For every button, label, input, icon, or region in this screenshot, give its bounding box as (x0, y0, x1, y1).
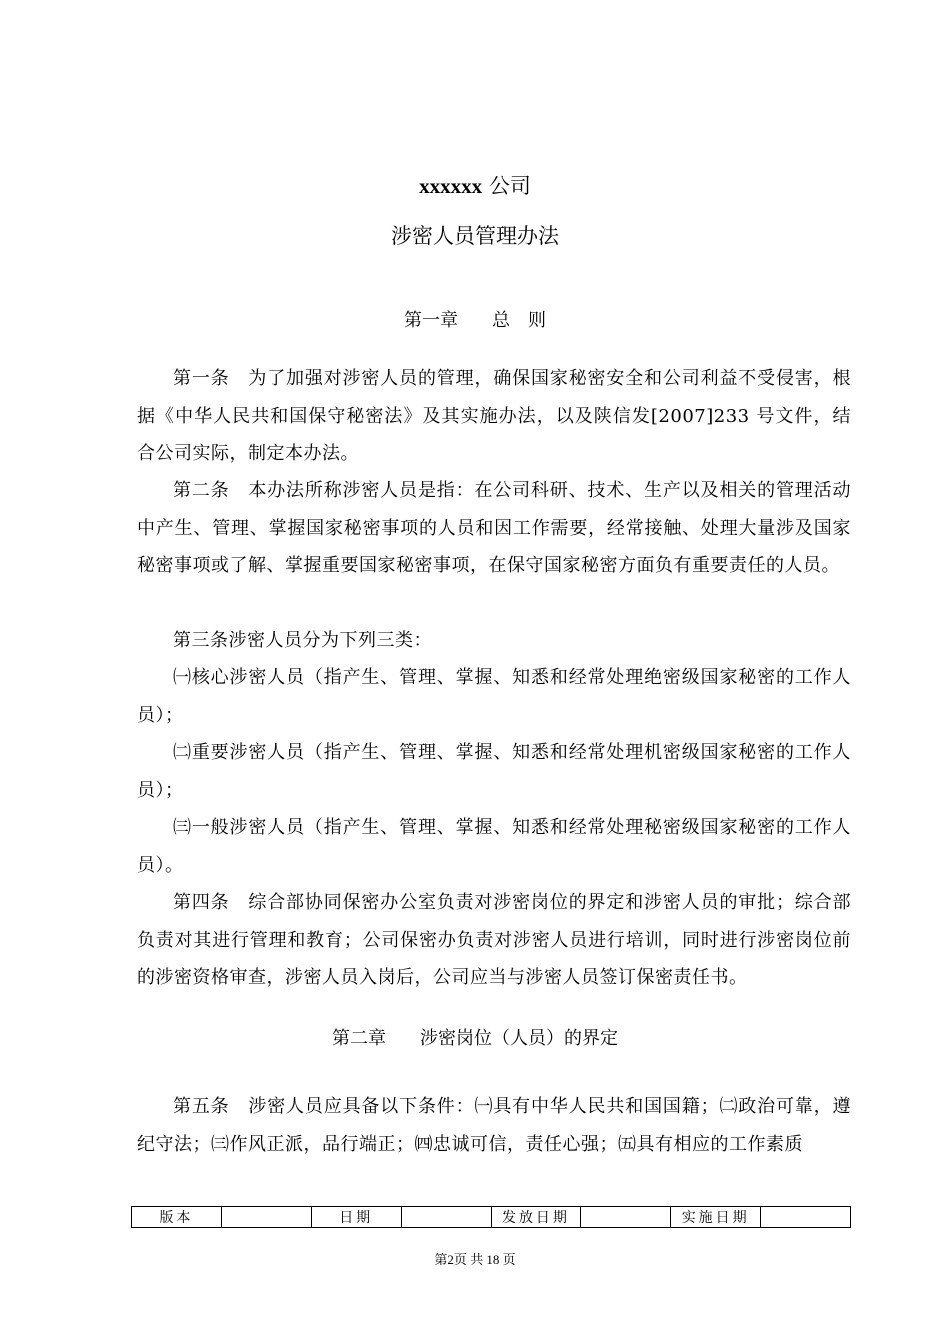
page-number: 第2页 共 18 页 (434, 1252, 516, 1267)
chapter-2-number: 第二章 (332, 1028, 386, 1049)
date-label: 日期 (311, 1207, 401, 1228)
company-title (0, 172, 950, 200)
date-value (401, 1207, 491, 1228)
article-1: 第一条 为了加强对涉密人员的管理，确保国家秘密安全和公司利益不受侵害，根据《中华人民共和国保守秘密法》及其实施办法，以及陕信发[2007]233 号文件，结合公司实际，制定本办法。 (137, 368, 851, 464)
article-2: 第二条 本办法所称涉密人员是指：在公司科研、技术、生产以及相关的管理活动中产生、管理、掌握国家秘密事项的人员和因工作需要，经常接触、处理大量涉及国家秘密事项或了解、掌握重要国家秘密事项，在保守国家秘密方面负有重要责任的人员。 (137, 480, 851, 576)
chapter-1-heading (0, 308, 950, 334)
article-3-item-1: ㈠核心涉密人员（指产生、管理、掌握、知悉和经常处理绝密级国家秘密的工作人员）； (137, 667, 851, 726)
document-title: 涉密人员管理办法 (391, 224, 559, 248)
chapter-1-number: 第一章 (404, 310, 458, 331)
chapter-1-name: 总 则 (492, 310, 546, 331)
article-5: 第五条 涉密人员应具备以下条件：㈠具有中华人民共和国国籍；㈡政治可靠，遵纪守法；㈢作风正派，品行端正；㈣忠诚可信，责任心强；㈤具有相应的工作素质 (137, 1096, 851, 1155)
company-suffix: 公司 (488, 174, 531, 198)
article-3: 第三条涉密人员分为下列三类： (173, 630, 432, 651)
version-label: 版本 (132, 1207, 222, 1228)
article-4: 第四条 综合部协同保密办公室负责对涉密岗位的界定和涉密人员的审批；综合部负责对其进行管理和教育；公司保密办负责对涉密人员进行培训，同时进行涉密岗位前的涉密资格审查，涉密人员入岗后，公司应当与涉密人员签订保密责任书。 (137, 892, 851, 988)
article-3-item-2: ㈡重要涉密人员（指产生、管理、掌握、知悉和经常处理机密级国家秘密的工作人员）； (137, 742, 851, 801)
version-value (221, 1207, 311, 1228)
article-3-item-3: ㈢一般涉密人员（指产生、管理、掌握、知悉和经常处理秘密级国家秘密的工作人员）。 (137, 817, 851, 876)
document-control-table (131, 1206, 851, 1228)
chapter-2-heading (0, 1026, 950, 1052)
company-name: xxxxxx (419, 174, 483, 198)
effective-date-value (761, 1207, 851, 1228)
issue-date-label: 发放日期 (491, 1207, 581, 1228)
chapter-2-name: 涉密岗位（人员）的界定 (420, 1028, 618, 1049)
issue-date-value (581, 1207, 671, 1228)
effective-date-label: 实施日期 (671, 1207, 761, 1228)
